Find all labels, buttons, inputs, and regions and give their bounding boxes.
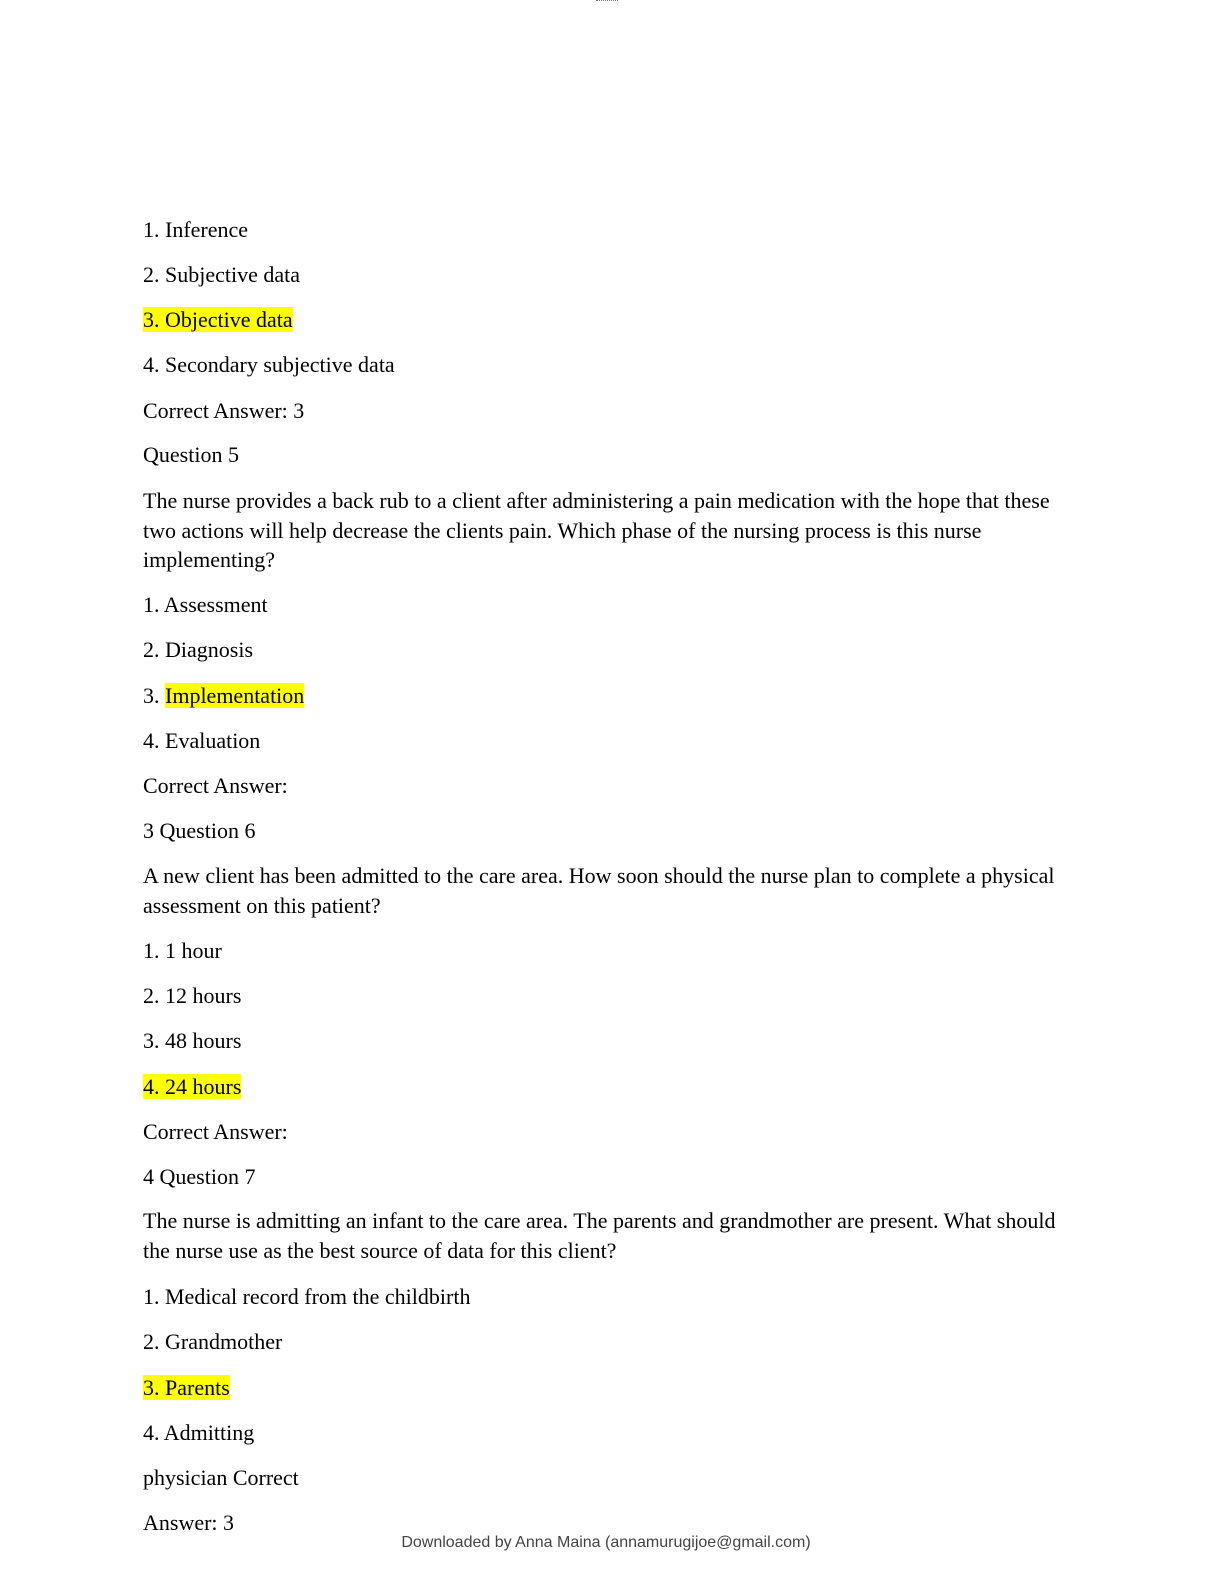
q5-heading: Question 5 xyxy=(143,442,239,467)
q6-heading: 3 Question 6 xyxy=(143,818,256,843)
q4-correct-answer: Correct Answer: 3 xyxy=(143,398,305,423)
download-footer: Downloaded by Anna Maina (annamurugijoe@gmail.com) xyxy=(401,1534,811,1551)
q7-heading: 4 Question 7 xyxy=(143,1164,256,1189)
q5-option-1: 1. Assessment xyxy=(143,592,268,617)
q5-option-3-prefix: 3. xyxy=(143,683,165,708)
page-top-mark xyxy=(596,0,618,3)
q5-question-text: The nurse provides a back rub to a client after administering a pain medication with the hope that these two actions will help decrease the clients pain. Which phase of the nursing process is this nurse implementing? xyxy=(143,488,1050,572)
q6-question-text: A new client has been admitted to the care area. How soon should the nurse plan to complete a physical assessment on this patient? xyxy=(143,863,1055,918)
q5-answer-highlight: Implementation xyxy=(165,683,305,708)
q7-question-text: The nurse is admitting an infant to the care area. The parents and grandmother are present. What should the nurse use as the best source of data for this client? xyxy=(143,1208,1056,1263)
q7-option-3 xyxy=(143,1373,230,1402)
q6-option-4 xyxy=(143,1072,241,1101)
q6-option-1: 1. 1 hour xyxy=(143,938,222,963)
q5-option-3 xyxy=(143,681,304,710)
q6-answer-highlight: 4. 24 hours xyxy=(143,1074,242,1099)
q4-option-4: 4. Secondary subjective data xyxy=(143,352,395,377)
q6-option-3: 3. 48 hours xyxy=(143,1028,242,1053)
q7-answer-highlight: 3. Parents xyxy=(143,1375,230,1400)
q5-option-2: 2. Diagnosis xyxy=(143,637,253,662)
q4-option-3 xyxy=(143,305,293,334)
q4-option-1: 1. Inference xyxy=(143,217,249,242)
q4-option-2: 2. Subjective data xyxy=(143,262,301,287)
q6-option-2: 2. 12 hours xyxy=(143,983,242,1008)
q7-answer-line-2: Answer: 3 xyxy=(143,1510,235,1535)
q7-option-1: 1. Medical record from the childbirth xyxy=(143,1284,471,1309)
q5-option-4: 4. Evaluation xyxy=(143,728,261,753)
q7-answer-line-1: physician Correct xyxy=(143,1465,299,1490)
q5-correct-answer: Correct Answer: xyxy=(143,773,288,798)
q7-option-2: 2. Grandmother xyxy=(143,1329,283,1354)
q4-answer-highlight: 3. Objective data xyxy=(143,307,293,332)
q6-correct-answer: Correct Answer: xyxy=(143,1119,288,1144)
q7-option-4: 4. Admitting xyxy=(143,1420,255,1445)
